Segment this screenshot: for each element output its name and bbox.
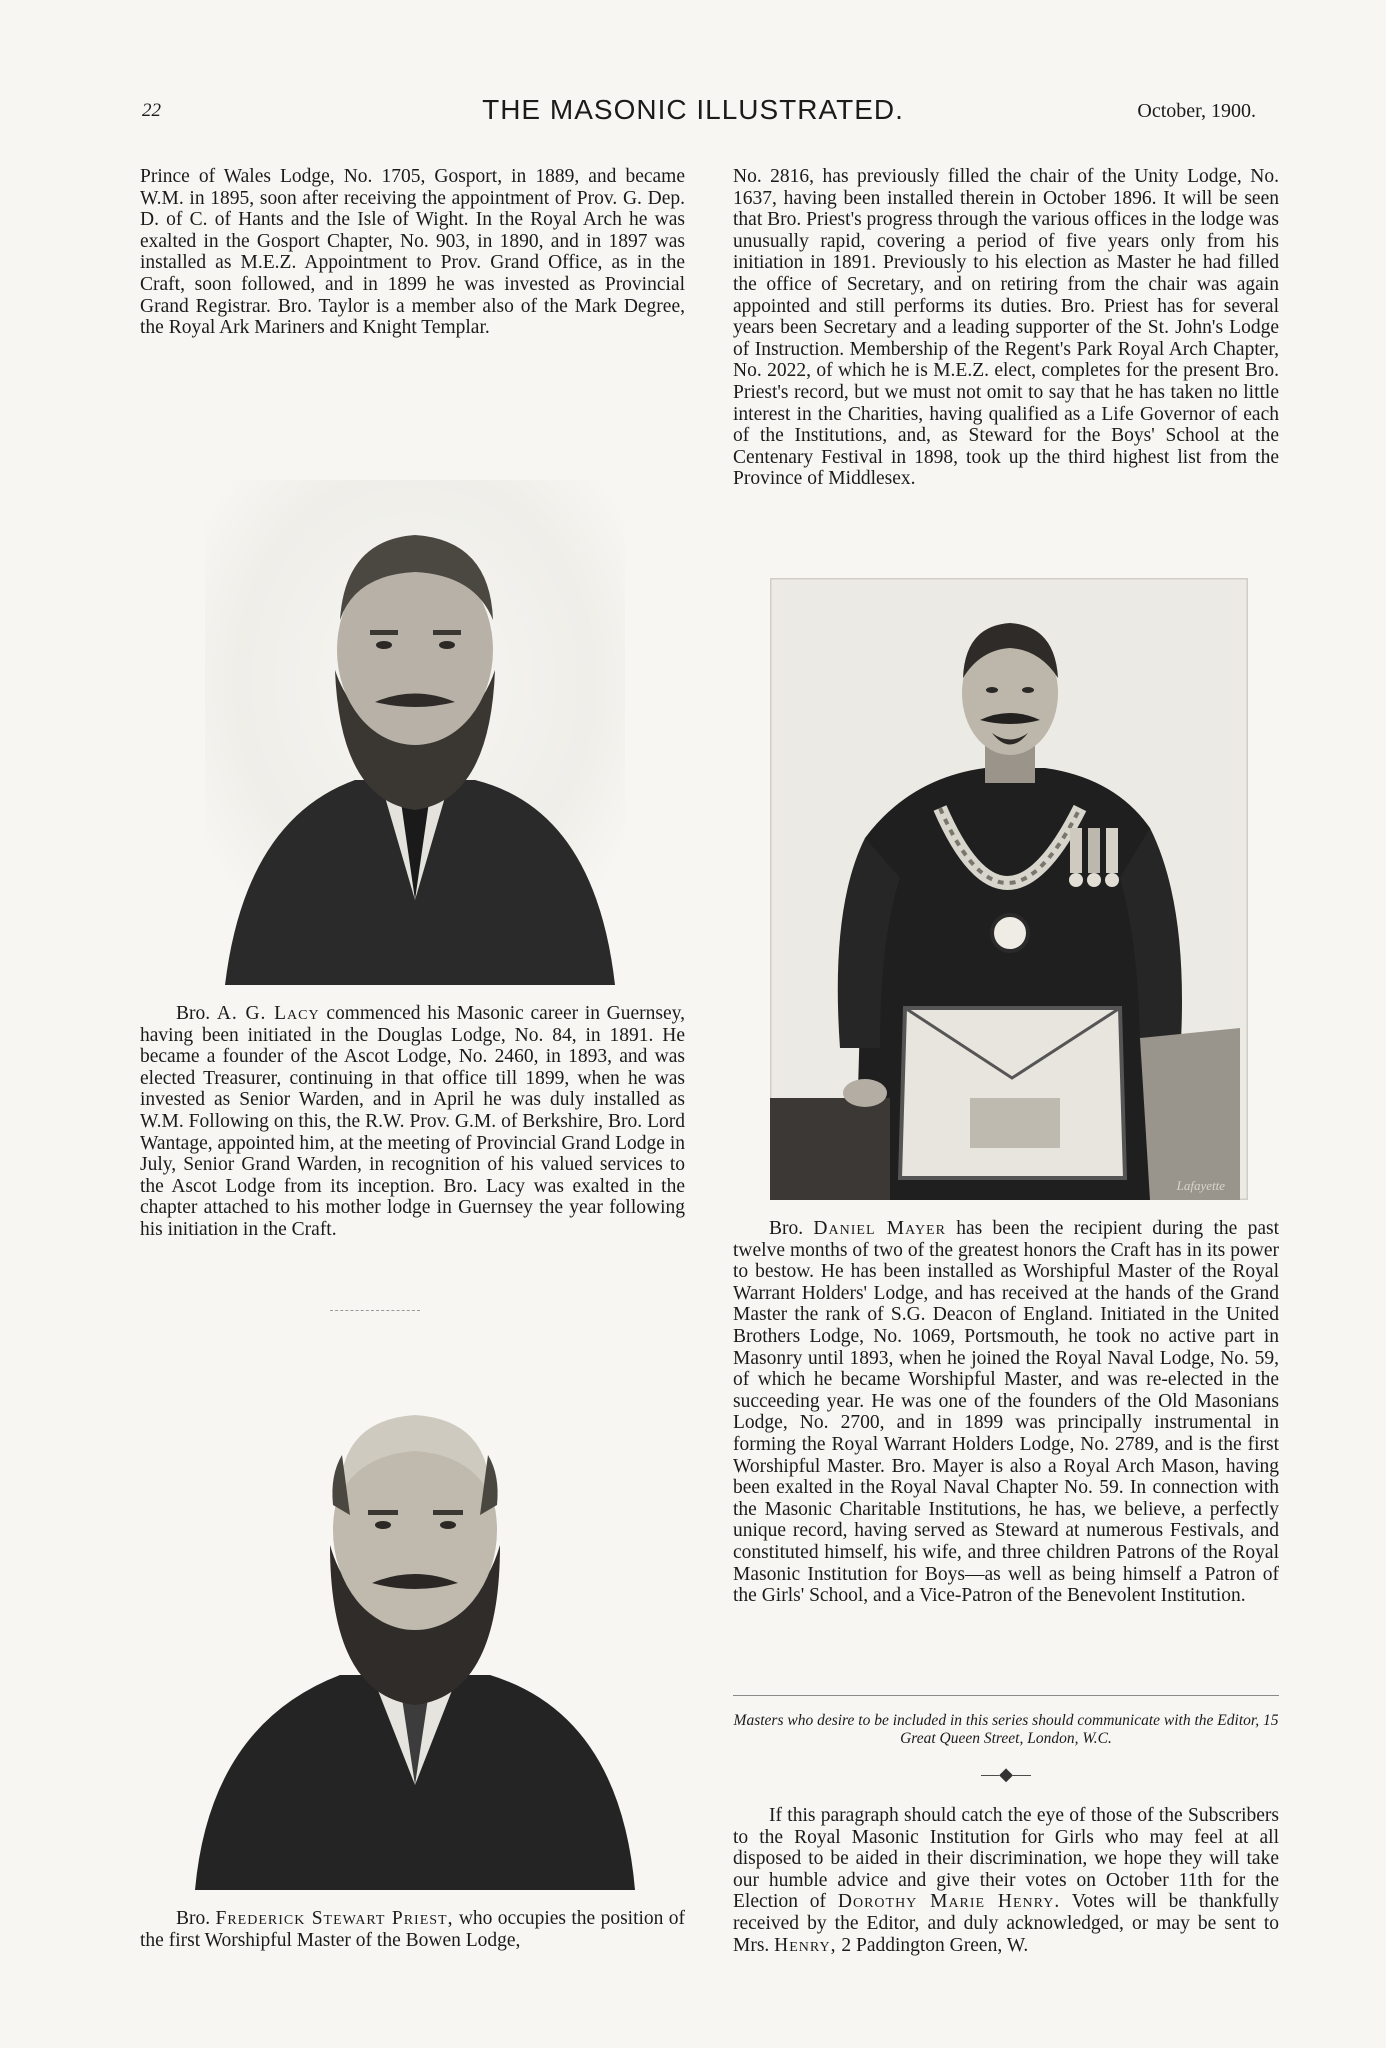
mayer-bro: Bro. — [769, 1218, 804, 1239]
ornament-divider: —◆— — [981, 1764, 1031, 1784]
photographer-signature: Lafayette — [1176, 1178, 1225, 1193]
appeal-paragraph — [733, 1805, 1279, 1956]
mayer-body: has been the recipient during the past twelve months of two of the greatest honors the Craft has in its power to bestow. He has been installed as Worshipful Master of the Royal Warrant Holders' Lodge, and has received at the hands of the Grand Master the rank of S.G. Deacon of England. Initiated in the United Brothers Lodge, No. 1069, Portsmouth, he took no active part in Masonry until 1893, when he joined the Royal Naval Lodge, No. 59, of which he became Worshipful Master, and was re-elected in the succeeding year. He was one of the founders of the Old Masonians Lodge, No. 2700, and in 1899 was principally instrumental in forming the Royal Warrant Holders Lodge, No. 2789, and is the first Worshipful Master. Bro. Mayer is also a Royal Arch Mason, having been exalted in the Royal Naval Chapter No. 59. In connection with the Masonic Charitable Institutions, he has, we believe, a perfectly unique record, having served as Steward at numerous Festivals, and constituted himself, his wife, and three children Patrons of the Royal Masonic Institution for Boys—as well as being himself a Patron of the Girls' School, and a Vice-Patron of the Benevolent Institution. — [733, 1218, 1280, 1607]
mayer-paragraph — [733, 1218, 1279, 1607]
appeal-text — [733, 1805, 1279, 1956]
left-divider — [330, 1310, 420, 1311]
left-top-paragraph — [140, 166, 685, 339]
priest-continued-text: No. 2816, has previously filled the chair of the Unity Lodge, No. 1637, having been installed therein in October 1896. It will be seen that Bro. Priest's progress through the various offices in the lodge was unusually rapid, covering a period of five years only from his initiation in 1891. Previously to his election as Master he had filled the office of Secretary, and on retiring from the chair was again appointed and still performs its duties. Bro. Priest has for several years been Secretary and a leading supporter of the St. John's Lodge of Instruction. Membership of the Regent's Park Royal Arch Chapter, No. 2022, of which he is M.E.Z. elect, completes for the present Bro. Priest's record, but we must not omit to say that he has taken no little interest in the Charities, having qualified as a Life Governor of each of the Institutions, and, as Steward for the Boys' School at the Centenary Festival in 1898, took up the third highest list from the Province of Middlesex. — [733, 166, 1279, 490]
appeal-contact: Henry, — [774, 1934, 837, 1956]
priest-body: who occupies the position of the first Worshipful Master of the Bowen Lodge, — [140, 1908, 686, 1951]
running-title: THE MASONIC ILLUSTRATED. — [482, 94, 904, 125]
lacy-text — [140, 1003, 685, 1241]
lacy-bro: Bro. — [176, 1003, 211, 1024]
appeal-part1: If this paragraph should catch the eye of those of the Subscribers to the Royal Masonic Institution for Girls who may feel at all disposed to be aided in their discrimination, we hope they will take our humble advice and give their votes on October 11th for the Election of — [733, 1805, 1279, 1913]
appeal-candidate: Dorothy Marie Henry. — [837, 1891, 1061, 1913]
priest-text — [140, 1908, 685, 1951]
right-top-paragraph — [733, 166, 1279, 490]
lacy-paragraph — [140, 1003, 685, 1241]
mayer-name: Daniel Mayer — [813, 1218, 946, 1239]
issue-date: October, 1900. — [1137, 100, 1256, 122]
series-notice-text: Masters who desire to be included in this series should communicate with the Editor, 15 Great Queen Street, London, W.C. — [733, 1712, 1279, 1747]
mayer-portrait — [770, 578, 1248, 1200]
continued-text: Prince of Wales Lodge, No. 1705, Gosport, in 1889, and became W.M. in 1895, soon after receiving the appointment of Prov. G. Dep. D. of C. of Hants and the Isle of Wight. In the Royal Arch he was exalted in the Gosport Chapter, No. 903, in 1890, and in 1897 was installed as M.E.Z. Appointment to Prov. Grand Office, as in the Craft, soon followed, and in 1899 he was invested as Provincial Grand Registrar. Bro. Taylor is a member also of the Mark Degree, the Royal Ark Mariners and Knight Templar. — [140, 166, 685, 339]
priest-bro: Bro. — [176, 1908, 211, 1929]
lacy-portrait — [205, 480, 625, 985]
series-notice — [733, 1712, 1279, 1748]
lacy-body: commenced his Masonic career in Guernsey, having been initiated in the Douglas Lodge, No. 84, in 1891. He became a founder of the Ascot Lodge, No. 2460, in 1893, and was elected Treasurer, continuing in that office till 1899, when he was invested as Senior Warden, and in April he was duly installed as W.M. Following on this, the R.W. Prov. G.M. of Berkshire, Bro. Lord Wantage, appointed him, at the meeting of Provincial Grand Lodge in July, Senior Grand Warden, in recognition of his valued services to the Ascot Lodge from its inception. Bro. Lacy was exalted in the chapter attached to his mother lodge in Guernsey the year following his initiation in the Craft. — [140, 1003, 686, 1240]
mayer-portrait-image — [770, 578, 1248, 1200]
lacy-portrait-image — [205, 480, 625, 985]
page-number: 22 — [142, 100, 161, 121]
mayer-text — [733, 1218, 1279, 1607]
appeal-part2: Votes will be thankfully received by the Editor, and duly acknowledged, or may be sent to Mrs. — [733, 1891, 1280, 1956]
priest-paragraph — [140, 1908, 685, 1951]
priest-portrait-image — [190, 1345, 640, 1890]
page-header — [0, 94, 1386, 134]
lacy-name: A. G. Lacy — [216, 1003, 320, 1024]
appeal-part3: 2 Paddington Green, W. — [841, 1934, 1029, 1956]
notice-top-rule — [733, 1695, 1279, 1696]
priest-portrait — [190, 1345, 640, 1890]
priest-name: Frederick Stewart Priest, — [215, 1908, 454, 1929]
